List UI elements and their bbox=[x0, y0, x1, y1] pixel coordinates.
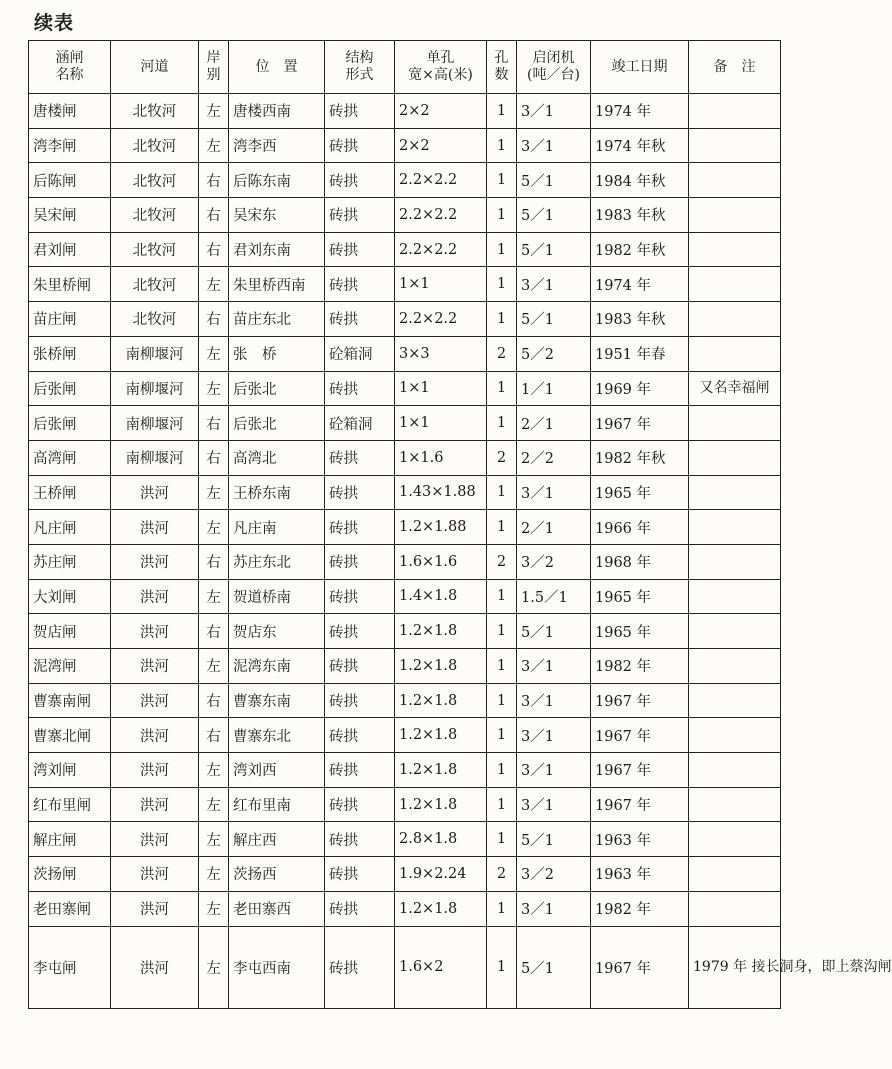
cell-note bbox=[689, 198, 781, 233]
table-row bbox=[29, 440, 781, 475]
cell-river: 北牧河 bbox=[111, 267, 199, 302]
cell-river: 北牧河 bbox=[111, 232, 199, 267]
cell-river: 洪河 bbox=[111, 822, 199, 857]
cell-hoist: 3／1 bbox=[517, 649, 591, 684]
cell-structure: 砖拱 bbox=[325, 822, 395, 857]
cell-size: 2.2×2.2 bbox=[395, 163, 487, 198]
cell-hoist: 1／1 bbox=[517, 371, 591, 406]
cell-location: 唐楼西南 bbox=[229, 94, 325, 129]
cell-note: 又名幸福闸 bbox=[689, 371, 781, 406]
cell-structure: 砖拱 bbox=[325, 94, 395, 129]
cell-note bbox=[689, 649, 781, 684]
cell-size: 1.2×1.8 bbox=[395, 891, 487, 926]
table-row bbox=[29, 336, 781, 371]
cell-size: 1.6×1.6 bbox=[395, 544, 487, 579]
cell-river: 洪河 bbox=[111, 926, 199, 1008]
table-header bbox=[29, 41, 781, 94]
cell-completed: 1974 年秋 bbox=[591, 128, 689, 163]
cell-river: 洪河 bbox=[111, 753, 199, 788]
cell-holes: 1 bbox=[487, 163, 517, 198]
cell-bank: 左 bbox=[199, 371, 229, 406]
cell-size: 1.2×1.8 bbox=[395, 753, 487, 788]
cell-structure: 砖拱 bbox=[325, 683, 395, 718]
cell-hoist: 3／1 bbox=[517, 718, 591, 753]
cell-size: 1.2×1.8 bbox=[395, 718, 487, 753]
cell-river: 北牧河 bbox=[111, 198, 199, 233]
cell-name: 湾刘闸 bbox=[29, 753, 111, 788]
cell-name: 老田寨闸 bbox=[29, 891, 111, 926]
cell-structure: 砖拱 bbox=[325, 232, 395, 267]
cell-hoist: 5／1 bbox=[517, 232, 591, 267]
cell-completed: 1984 年秋 bbox=[591, 163, 689, 198]
sluice-gate-table bbox=[28, 40, 892, 1009]
cell-note bbox=[689, 857, 781, 892]
cell-name: 君刘闸 bbox=[29, 232, 111, 267]
cell-holes: 2 bbox=[487, 440, 517, 475]
cell-bank: 左 bbox=[199, 579, 229, 614]
cell-river: 洪河 bbox=[111, 614, 199, 649]
cell-location: 红布里南 bbox=[229, 787, 325, 822]
table-row bbox=[29, 302, 781, 337]
cell-location: 张 桥 bbox=[229, 336, 325, 371]
cell-hoist: 5／1 bbox=[517, 302, 591, 337]
cell-name: 后陈闸 bbox=[29, 163, 111, 198]
table-row bbox=[29, 857, 781, 892]
cell-river: 洪河 bbox=[111, 475, 199, 510]
cell-note bbox=[689, 128, 781, 163]
cell-hoist: 3／2 bbox=[517, 857, 591, 892]
cell-structure: 砖拱 bbox=[325, 718, 395, 753]
cell-holes: 1 bbox=[487, 753, 517, 788]
cell-hoist: 3／1 bbox=[517, 267, 591, 302]
cell-hoist: 2／1 bbox=[517, 510, 591, 545]
cell-holes: 1 bbox=[487, 891, 517, 926]
cell-bank: 右 bbox=[199, 718, 229, 753]
cell-location: 王桥东南 bbox=[229, 475, 325, 510]
cell-name: 凡庄闸 bbox=[29, 510, 111, 545]
cell-location: 贺店东 bbox=[229, 614, 325, 649]
cell-size: 1.43×1.88 bbox=[395, 475, 487, 510]
header-size: 单孔 宽×高(米) bbox=[395, 41, 487, 94]
table-row bbox=[29, 510, 781, 545]
header-structure: 结构 形式 bbox=[325, 41, 395, 94]
cell-name: 解庄闸 bbox=[29, 822, 111, 857]
cell-size: 2×2 bbox=[395, 94, 487, 129]
cell-location: 老田寨西 bbox=[229, 891, 325, 926]
cell-note bbox=[689, 544, 781, 579]
cell-location: 朱里桥西南 bbox=[229, 267, 325, 302]
cell-completed: 1963 年 bbox=[591, 822, 689, 857]
cell-size: 2.8×1.8 bbox=[395, 822, 487, 857]
cell-hoist: 5／1 bbox=[517, 822, 591, 857]
cell-size: 1.2×1.8 bbox=[395, 614, 487, 649]
cell-name: 红布里闸 bbox=[29, 787, 111, 822]
cell-note: 1979 年 接长洞身，即上蔡沟闸 bbox=[689, 926, 781, 1008]
cell-size: 3×3 bbox=[395, 336, 487, 371]
cell-note bbox=[689, 440, 781, 475]
cell-location: 苏庄东北 bbox=[229, 544, 325, 579]
cell-holes: 1 bbox=[487, 302, 517, 337]
cell-name: 苏庄闸 bbox=[29, 544, 111, 579]
cell-name: 朱里桥闸 bbox=[29, 267, 111, 302]
cell-structure: 砖拱 bbox=[325, 787, 395, 822]
cell-completed: 1967 年 bbox=[591, 718, 689, 753]
header-bank: 岸 别 bbox=[199, 41, 229, 94]
cell-size: 1×1 bbox=[395, 406, 487, 441]
cell-structure: 砖拱 bbox=[325, 302, 395, 337]
cell-river: 南柳堰河 bbox=[111, 440, 199, 475]
cell-bank: 左 bbox=[199, 510, 229, 545]
cell-hoist: 3／1 bbox=[517, 683, 591, 718]
cell-bank: 右 bbox=[199, 683, 229, 718]
cell-structure: 砖拱 bbox=[325, 891, 395, 926]
cell-structure: 砖拱 bbox=[325, 510, 395, 545]
cell-location: 后陈东南 bbox=[229, 163, 325, 198]
cell-structure: 砼箱洞 bbox=[325, 336, 395, 371]
cell-structure: 砼箱洞 bbox=[325, 406, 395, 441]
cell-holes: 1 bbox=[487, 232, 517, 267]
cell-note bbox=[689, 891, 781, 926]
cell-hoist: 3／2 bbox=[517, 544, 591, 579]
cell-structure: 砖拱 bbox=[325, 198, 395, 233]
cell-river: 北牧河 bbox=[111, 302, 199, 337]
table-row bbox=[29, 544, 781, 579]
cell-note bbox=[689, 302, 781, 337]
cell-name: 曹寨北闸 bbox=[29, 718, 111, 753]
cell-holes: 1 bbox=[487, 614, 517, 649]
cell-bank: 左 bbox=[199, 94, 229, 129]
cell-note bbox=[689, 822, 781, 857]
cell-hoist: 3／1 bbox=[517, 891, 591, 926]
cell-holes: 1 bbox=[487, 787, 517, 822]
cell-bank: 右 bbox=[199, 440, 229, 475]
header-location: 位 置 bbox=[229, 41, 325, 94]
cell-size: 1×1 bbox=[395, 371, 487, 406]
cell-completed: 1967 年 bbox=[591, 406, 689, 441]
cell-river: 洪河 bbox=[111, 683, 199, 718]
cell-bank: 左 bbox=[199, 787, 229, 822]
table-body bbox=[29, 94, 892, 1009]
cell-holes: 1 bbox=[487, 579, 517, 614]
cell-bank: 左 bbox=[199, 891, 229, 926]
cell-size: 1.9×2.24 bbox=[395, 857, 487, 892]
cell-name: 曹寨南闸 bbox=[29, 683, 111, 718]
table-row bbox=[29, 267, 781, 302]
cell-river: 南柳堰河 bbox=[111, 406, 199, 441]
cell-size: 1×1.6 bbox=[395, 440, 487, 475]
cell-size: 1.2×1.88 bbox=[395, 510, 487, 545]
cell-structure: 砖拱 bbox=[325, 544, 395, 579]
cell-completed: 1982 年秋 bbox=[591, 440, 689, 475]
cell-location: 苗庄东北 bbox=[229, 302, 325, 337]
cell-hoist: 2／1 bbox=[517, 406, 591, 441]
cell-completed: 1965 年 bbox=[591, 614, 689, 649]
cell-bank: 右 bbox=[199, 163, 229, 198]
cell-structure: 砖拱 bbox=[325, 753, 395, 788]
cell-structure: 砖拱 bbox=[325, 267, 395, 302]
cell-holes: 1 bbox=[487, 683, 517, 718]
cell-bank: 右 bbox=[199, 406, 229, 441]
cell-river: 洪河 bbox=[111, 718, 199, 753]
cell-location: 湾刘西 bbox=[229, 753, 325, 788]
cell-size: 2×2 bbox=[395, 128, 487, 163]
cell-river: 洪河 bbox=[111, 579, 199, 614]
cell-location: 曹寨东南 bbox=[229, 683, 325, 718]
cell-location: 吴宋东 bbox=[229, 198, 325, 233]
table-row bbox=[29, 822, 781, 857]
cell-river: 北牧河 bbox=[111, 163, 199, 198]
cell-name: 泥湾闸 bbox=[29, 649, 111, 684]
table-row bbox=[29, 718, 781, 753]
header-note: 备 注 bbox=[689, 41, 781, 94]
cell-hoist: 3／1 bbox=[517, 475, 591, 510]
cell-completed: 1967 年 bbox=[591, 753, 689, 788]
cell-note bbox=[689, 753, 781, 788]
cell-holes: 1 bbox=[487, 510, 517, 545]
cell-river: 北牧河 bbox=[111, 128, 199, 163]
table-row bbox=[29, 371, 781, 406]
cell-name: 张桥闸 bbox=[29, 336, 111, 371]
cell-size: 1.2×1.8 bbox=[395, 649, 487, 684]
table-row bbox=[29, 683, 781, 718]
cell-completed: 1965 年 bbox=[591, 475, 689, 510]
table-row bbox=[29, 614, 781, 649]
cell-holes: 1 bbox=[487, 267, 517, 302]
cell-completed: 1974 年 bbox=[591, 94, 689, 129]
cell-bank: 左 bbox=[199, 649, 229, 684]
cell-name: 大刘闸 bbox=[29, 579, 111, 614]
cell-location: 湾李西 bbox=[229, 128, 325, 163]
cell-note bbox=[689, 94, 781, 129]
cell-completed: 1983 年秋 bbox=[591, 198, 689, 233]
cell-holes: 1 bbox=[487, 926, 517, 1008]
cell-bank: 右 bbox=[199, 232, 229, 267]
cell-holes: 1 bbox=[487, 371, 517, 406]
cell-name: 苗庄闸 bbox=[29, 302, 111, 337]
cell-hoist: 1.5／1 bbox=[517, 579, 591, 614]
cell-completed: 1968 年 bbox=[591, 544, 689, 579]
table-row bbox=[29, 787, 781, 822]
cell-location: 后张北 bbox=[229, 371, 325, 406]
cell-location: 泥湾东南 bbox=[229, 649, 325, 684]
cell-size: 2.2×2.2 bbox=[395, 198, 487, 233]
cell-completed: 1967 年 bbox=[591, 683, 689, 718]
cell-note bbox=[689, 718, 781, 753]
cell-holes: 1 bbox=[487, 718, 517, 753]
cell-river: 南柳堰河 bbox=[111, 336, 199, 371]
cell-bank: 右 bbox=[199, 544, 229, 579]
cell-note bbox=[689, 336, 781, 371]
cell-location: 凡庄南 bbox=[229, 510, 325, 545]
cell-hoist: 5／1 bbox=[517, 198, 591, 233]
cell-river: 南柳堰河 bbox=[111, 371, 199, 406]
cell-completed: 1982 年秋 bbox=[591, 232, 689, 267]
cell-river: 洪河 bbox=[111, 891, 199, 926]
cell-location: 君刘东南 bbox=[229, 232, 325, 267]
cell-holes: 1 bbox=[487, 94, 517, 129]
cell-structure: 砖拱 bbox=[325, 857, 395, 892]
cell-name: 湾李闸 bbox=[29, 128, 111, 163]
table-row bbox=[29, 926, 781, 1008]
table-row bbox=[29, 163, 781, 198]
cell-hoist: 3／1 bbox=[517, 94, 591, 129]
cell-bank: 右 bbox=[199, 302, 229, 337]
table-row bbox=[29, 475, 781, 510]
page-label: 续表 bbox=[34, 12, 75, 34]
cell-size: 2.2×2.2 bbox=[395, 302, 487, 337]
cell-structure: 砖拱 bbox=[325, 371, 395, 406]
cell-river: 洪河 bbox=[111, 857, 199, 892]
cell-completed: 1967 年 bbox=[591, 787, 689, 822]
cell-note bbox=[689, 475, 781, 510]
cell-note bbox=[689, 406, 781, 441]
header-name: 涵闸 名称 bbox=[29, 41, 111, 94]
cell-hoist: 3／1 bbox=[517, 753, 591, 788]
cell-name: 贺店闸 bbox=[29, 614, 111, 649]
cell-name: 茨扬闸 bbox=[29, 857, 111, 892]
cell-size: 1.6×2 bbox=[395, 926, 487, 1008]
header-completed: 竣工日期 bbox=[591, 41, 689, 94]
cell-completed: 1965 年 bbox=[591, 579, 689, 614]
cell-holes: 1 bbox=[487, 649, 517, 684]
table-row bbox=[29, 579, 781, 614]
cell-bank: 左 bbox=[199, 267, 229, 302]
cell-note bbox=[689, 163, 781, 198]
cell-bank: 左 bbox=[199, 822, 229, 857]
cell-holes: 1 bbox=[487, 128, 517, 163]
cell-holes: 1 bbox=[487, 822, 517, 857]
table-row bbox=[29, 406, 781, 441]
cell-location: 李屯西南 bbox=[229, 926, 325, 1008]
cell-name: 王桥闸 bbox=[29, 475, 111, 510]
header-river: 河道 bbox=[111, 41, 199, 94]
cell-bank: 左 bbox=[199, 128, 229, 163]
cell-structure: 砖拱 bbox=[325, 163, 395, 198]
cell-bank: 左 bbox=[199, 475, 229, 510]
cell-river: 洪河 bbox=[111, 510, 199, 545]
cell-note bbox=[689, 579, 781, 614]
cell-bank: 右 bbox=[199, 614, 229, 649]
cell-name: 后张闸 bbox=[29, 371, 111, 406]
cell-structure: 砖拱 bbox=[325, 579, 395, 614]
cell-completed: 1974 年 bbox=[591, 267, 689, 302]
cell-completed: 1966 年 bbox=[591, 510, 689, 545]
table-row bbox=[29, 198, 781, 233]
cell-note bbox=[689, 787, 781, 822]
cell-note bbox=[689, 232, 781, 267]
table-row bbox=[29, 128, 781, 163]
cell-hoist: 5／1 bbox=[517, 926, 591, 1008]
cell-river: 洪河 bbox=[111, 787, 199, 822]
cell-note bbox=[689, 267, 781, 302]
cell-holes: 2 bbox=[487, 857, 517, 892]
cell-location: 解庄西 bbox=[229, 822, 325, 857]
cell-structure: 砖拱 bbox=[325, 475, 395, 510]
cell-size: 1.2×1.8 bbox=[395, 787, 487, 822]
cell-name: 后张闸 bbox=[29, 406, 111, 441]
cell-bank: 左 bbox=[199, 857, 229, 892]
cell-completed: 1969 年 bbox=[591, 371, 689, 406]
cell-completed: 1963 年 bbox=[591, 857, 689, 892]
cell-note bbox=[689, 510, 781, 545]
cell-note bbox=[689, 683, 781, 718]
cell-river: 洪河 bbox=[111, 649, 199, 684]
cell-completed: 1982 年 bbox=[591, 649, 689, 684]
cell-name: 高湾闸 bbox=[29, 440, 111, 475]
cell-location: 后张北 bbox=[229, 406, 325, 441]
table-row bbox=[29, 649, 781, 684]
table-row bbox=[29, 891, 781, 926]
cell-name: 唐楼闸 bbox=[29, 94, 111, 129]
cell-hoist: 3／1 bbox=[517, 787, 591, 822]
cell-location: 贺道桥南 bbox=[229, 579, 325, 614]
cell-bank: 右 bbox=[199, 198, 229, 233]
table-row bbox=[29, 232, 781, 267]
cell-structure: 砖拱 bbox=[325, 440, 395, 475]
table-row bbox=[29, 94, 781, 129]
cell-bank: 左 bbox=[199, 336, 229, 371]
cell-hoist: 5／2 bbox=[517, 336, 591, 371]
cell-structure: 砖拱 bbox=[325, 128, 395, 163]
cell-river: 北牧河 bbox=[111, 94, 199, 129]
cell-river: 洪河 bbox=[111, 544, 199, 579]
cell-completed: 1983 年秋 bbox=[591, 302, 689, 337]
cell-hoist: 3／1 bbox=[517, 128, 591, 163]
cell-location: 高湾北 bbox=[229, 440, 325, 475]
cell-holes: 1 bbox=[487, 406, 517, 441]
cell-size: 1×1 bbox=[395, 267, 487, 302]
table-row bbox=[29, 753, 781, 788]
cell-hoist: 2／2 bbox=[517, 440, 591, 475]
cell-structure: 砖拱 bbox=[325, 614, 395, 649]
cell-completed: 1967 年 bbox=[591, 926, 689, 1008]
cell-holes: 2 bbox=[487, 544, 517, 579]
cell-structure: 砖拱 bbox=[325, 926, 395, 1008]
header-holes: 孔 数 bbox=[487, 41, 517, 94]
cell-hoist: 5／1 bbox=[517, 614, 591, 649]
cell-bank: 左 bbox=[199, 753, 229, 788]
cell-name: 吴宋闸 bbox=[29, 198, 111, 233]
cell-note bbox=[689, 614, 781, 649]
cell-size: 1.2×1.8 bbox=[395, 683, 487, 718]
cell-hoist: 5／1 bbox=[517, 163, 591, 198]
cell-name: 李屯闸 bbox=[29, 926, 111, 1008]
cell-holes: 1 bbox=[487, 475, 517, 510]
cell-structure: 砖拱 bbox=[325, 649, 395, 684]
cell-size: 1.4×1.8 bbox=[395, 579, 487, 614]
cell-holes: 1 bbox=[487, 198, 517, 233]
cell-location: 茨扬西 bbox=[229, 857, 325, 892]
cell-completed: 1982 年 bbox=[591, 891, 689, 926]
cell-size: 2.2×2.2 bbox=[395, 232, 487, 267]
cell-holes: 2 bbox=[487, 336, 517, 371]
cell-bank: 左 bbox=[199, 926, 229, 1008]
cell-completed: 1951 年春 bbox=[591, 336, 689, 371]
cell-location: 曹寨东北 bbox=[229, 718, 325, 753]
header-hoist: 启闭机 (吨／台) bbox=[517, 41, 591, 94]
